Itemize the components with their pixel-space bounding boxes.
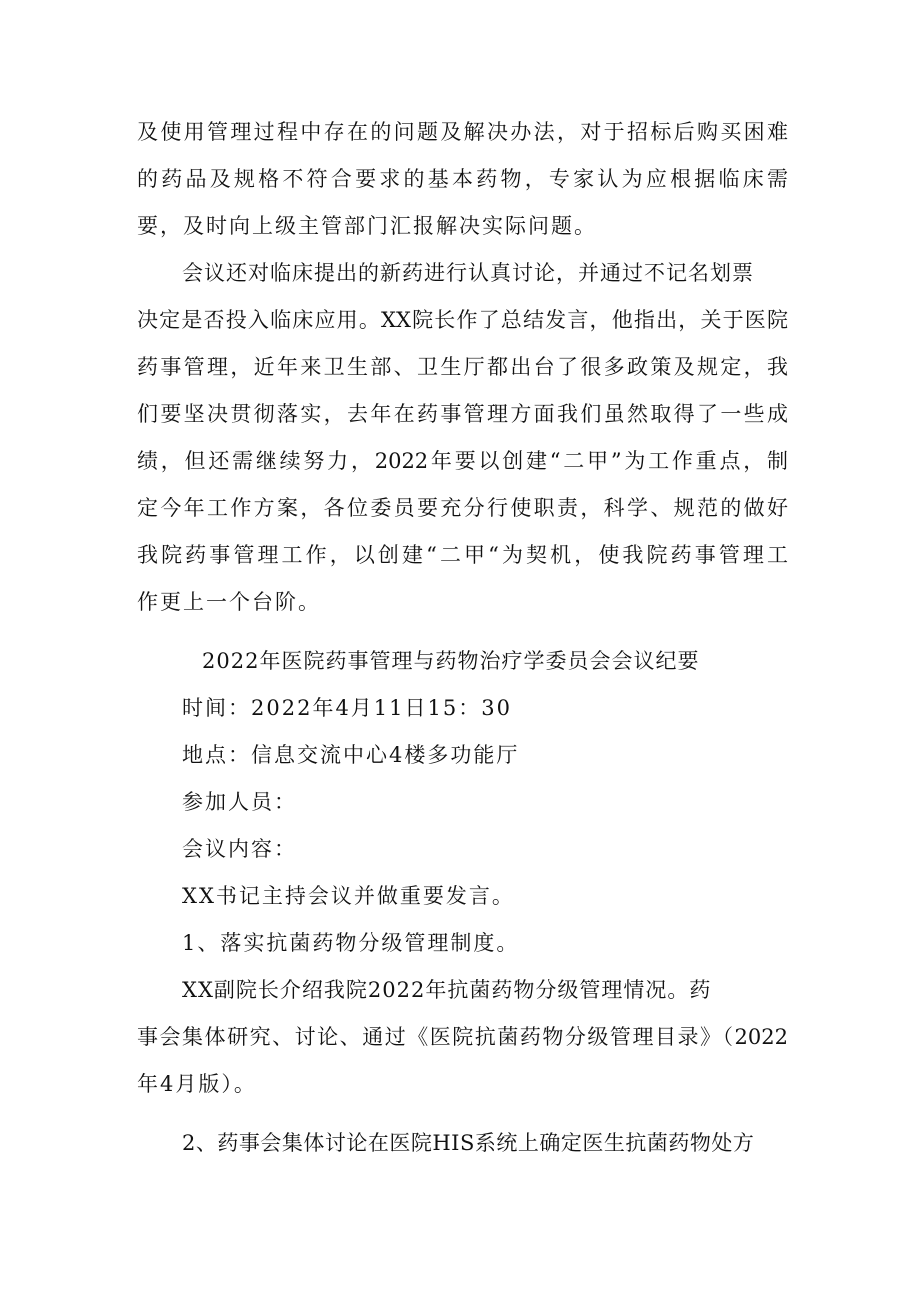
document-title: 2022年医院药事管理与药物治疗学委员会会议纪要 [202,649,700,673]
paragraph-line: 的药品及规格不符合要求的基本药物，专家认为应根据临床需 [137,167,788,191]
paragraph-line: 定今年工作方案，各位委员要充分行使职责，科学、规范的做好 [137,496,788,520]
paragraph-line: 我院药事管理工作，以创建“二甲“为契机，使我院药事管理工 [137,543,788,567]
paragraph-line: 决定是否投入临床应用。XX院长作了总结发言，他指出，关于医院 [137,308,788,332]
paragraph-line: XX书记主持会议并做重要发言。 [182,884,515,908]
meeting-content-label: 会议内容： [182,837,297,861]
paragraph-line: 事会集体研究、讨论、通过《医院抗菌药物分级管理目录》（2022 [137,1025,788,1049]
meeting-time: 时间：2022年4月11日15：30 [182,696,512,720]
paragraph-line: 们要坚决贯彻落实，去年在药事管理方面我们虽然取得了一些成 [137,402,788,426]
paragraph-line: 要，及时向上级主管部门汇报解决实际问题。 [137,214,597,238]
numbered-item: 2、药事会集体讨论在医院HIS系统上确定医生抗菌药物处方 [182,1131,755,1155]
numbered-item: 1、落实抗菌药物分级管理制度。 [182,931,520,955]
paragraph-line: 药事管理，近年来卫生部、卫生厅都出台了很多政策及规定，我 [137,355,788,379]
meeting-location: 地点：信息交流中心4楼多功能厅 [182,743,520,767]
paragraph-line: 会议还对临床提出的新药进行认真讨论，并通过不记名划票 [182,261,754,285]
meeting-attendees: 参加人员： [182,790,297,814]
paragraph-line: 及使用管理过程中存在的问题及解决办法，对于招标后购买困难 [137,120,788,144]
paragraph-line: XX副院长介绍我院2022年抗菌药物分级管理情况。药 [182,978,712,1002]
paragraph-line: 年4月版）。 [137,1072,257,1096]
paragraph-line: 作更上一个台阶。 [137,590,321,614]
paragraph-line: 绩，但还需继续努力，2022年要以创建“二甲”为工作重点，制 [137,449,788,473]
